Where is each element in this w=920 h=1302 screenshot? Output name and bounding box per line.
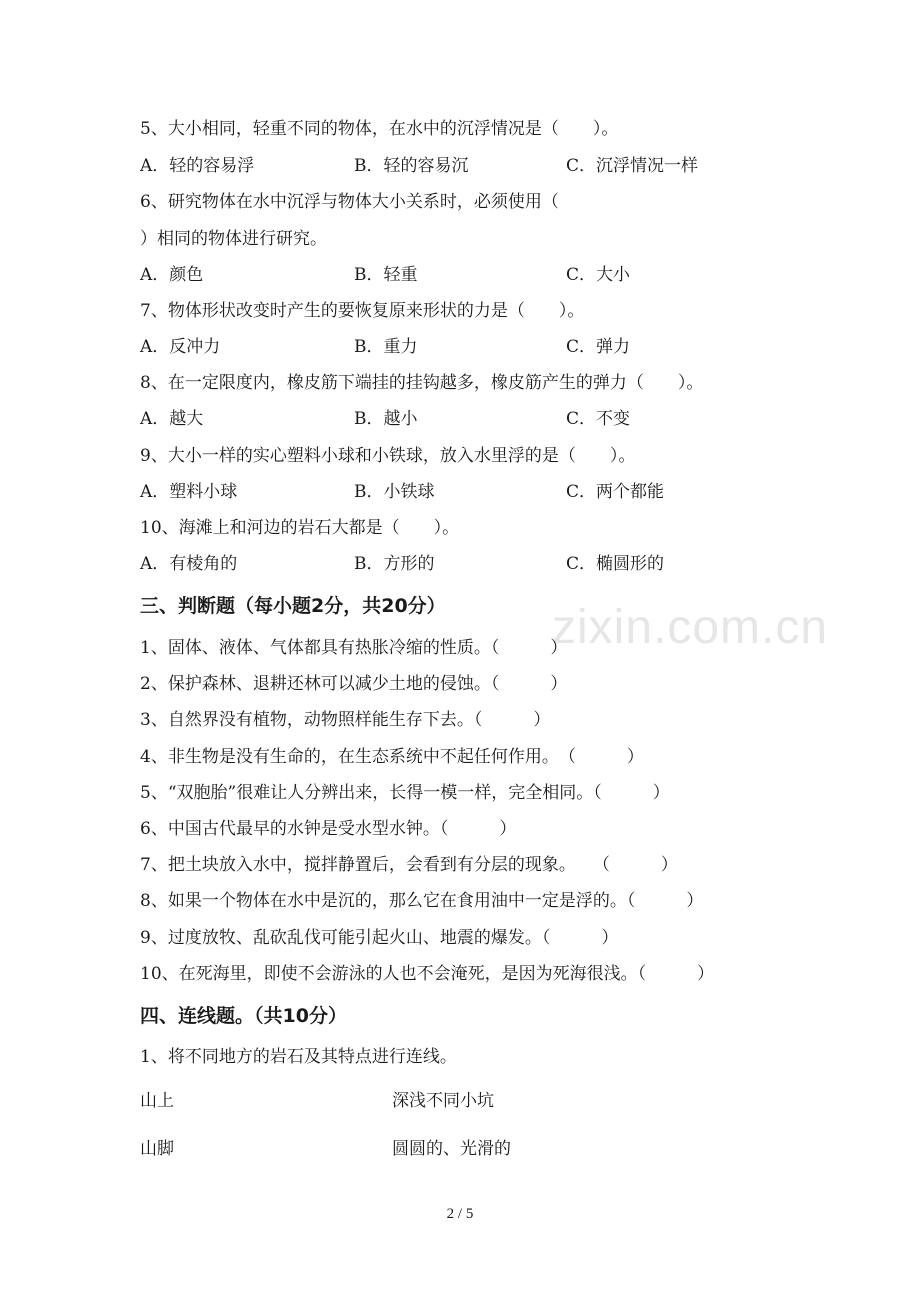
question-5-option-a: A．轻的容易浮 xyxy=(140,156,255,176)
judge-item-4: 4、非生物是没有生命的，在生态系统中不起任何作用。 （ ） xyxy=(140,747,644,767)
question-8-option-a: A．越大 xyxy=(140,409,204,429)
question-9-stem: 9、大小一样的实心塑料小球和小铁球，放入水里浮的是（ ）。 xyxy=(140,446,636,466)
judge-item-5: 5、“双胞胎”很难让人分辨出来，长得一模一样，完全相同。（ ） xyxy=(140,783,670,803)
question-9-option-a: A．塑料小球 xyxy=(140,482,238,502)
question-8-stem: 8、在一定限度内，橡皮筋下端挂的挂钩越多，橡皮筋产生的弹力（ ）。 xyxy=(140,373,704,393)
question-10-option-c: C．椭圆形的 xyxy=(566,554,665,574)
question-6-stem-continued: ）相同的物体进行研究。 xyxy=(140,229,327,249)
section-3-heading: 三、判断题（每小题2分，共20分） xyxy=(140,595,446,617)
question-9-option-c: C．两个都能 xyxy=(566,482,665,502)
question-7-option-c: C．弹力 xyxy=(566,337,631,357)
question-7-option-b: B．重力 xyxy=(354,337,418,357)
matching-right-1: 深浅不同小坑 xyxy=(392,1091,494,1111)
section-4-heading: 四、连线题。（共10分） xyxy=(140,1005,347,1027)
judge-item-9: 9、过度放牧、乱砍乱伐可能引起火山、地震的爆发。（ ） xyxy=(140,928,619,948)
question-5-option-b: B．轻的容易沉 xyxy=(354,156,469,176)
question-10-stem: 10、海滩上和河边的岩石大都是（ ）。 xyxy=(140,518,460,538)
question-5-stem: 5、大小相同，轻重不同的物体，在水中的沉浮情况是（ ）。 xyxy=(140,119,619,139)
matching-left-2: 山脚 xyxy=(140,1139,174,1159)
judge-item-8: 8、如果一个物体在水中是沉的，那么它在食用油中一定是浮的。（ ） xyxy=(140,891,704,911)
judge-item-1: 1、固体、液体、气体都具有热胀冷缩的性质。（ ） xyxy=(140,638,568,658)
question-6-option-b: B．轻重 xyxy=(354,265,418,285)
judge-item-2: 2、保护森林、退耕还林可以减少土地的侵蚀。（ ） xyxy=(140,674,568,694)
matching-question: 1、将不同地方的岩石及其特点进行连线。 xyxy=(140,1047,457,1067)
judge-item-7: 7、把土块放入水中，搅拌静置后，会看到有分层的现象。 （ ） xyxy=(140,855,678,875)
question-10-option-a: A．有棱角的 xyxy=(140,554,238,574)
page-number: 2 / 5 xyxy=(446,1206,474,1222)
question-8-option-c: C．不变 xyxy=(566,409,631,429)
judge-item-6: 6、中国古代最早的水钟是受水型水钟。（ ） xyxy=(140,819,517,839)
question-6-option-a: A．颜色 xyxy=(140,265,204,285)
question-5-option-c: C．沉浮情况一样 xyxy=(566,156,699,176)
judge-item-10: 10、在死海里，即使不会游泳的人也不会淹死，是因为死海很浅。（ ） xyxy=(140,964,715,984)
matching-right-2: 圆圆的、光滑的 xyxy=(392,1139,511,1159)
judge-item-3: 3、自然界没有植物，动物照样能生存下去。（ ） xyxy=(140,710,551,730)
question-10-option-b: B．方形的 xyxy=(354,554,435,574)
question-7-option-a: A．反冲力 xyxy=(140,337,221,357)
question-7-stem: 7、物体形状改变时产生的要恢复原来形状的力是（ ）。 xyxy=(140,301,585,321)
watermark: zixin.com.cn xyxy=(552,601,829,654)
matching-left-1: 山上 xyxy=(140,1091,174,1111)
question-6-option-c: C．大小 xyxy=(566,265,631,285)
question-8-option-b: B．越小 xyxy=(354,409,418,429)
question-6-stem: 6、研究物体在水中沉浮与物体大小关系时，必须使用（ xyxy=(140,192,559,212)
question-9-option-b: B．小铁球 xyxy=(354,482,435,502)
